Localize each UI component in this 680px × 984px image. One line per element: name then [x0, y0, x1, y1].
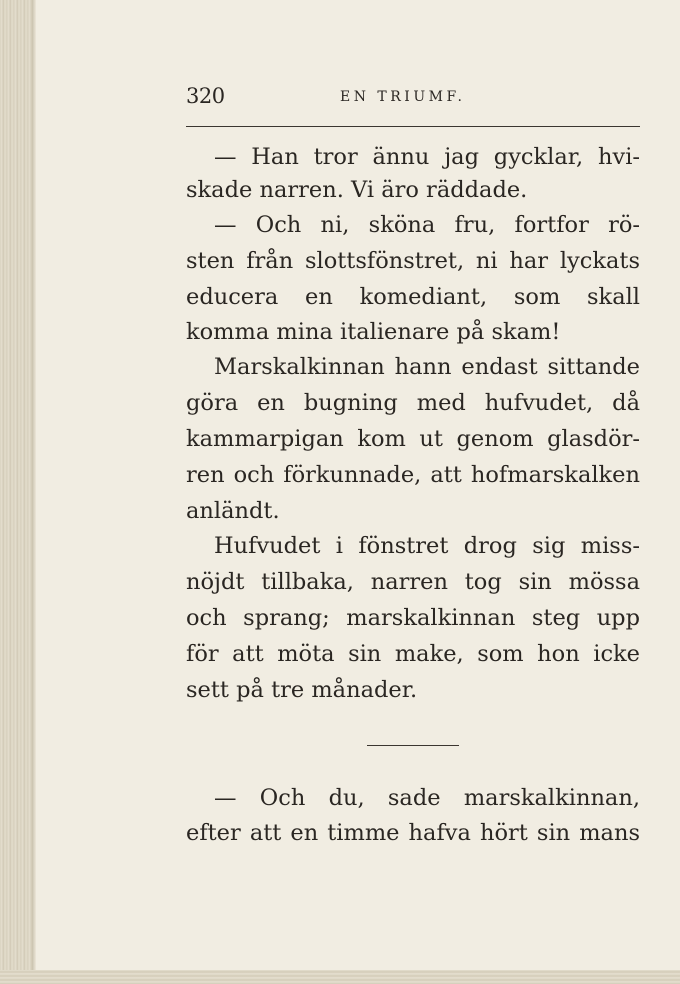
section-separator	[367, 745, 459, 746]
text-line: educera en komediant, som skall	[186, 284, 640, 310]
text-line: Hufvudet i fönstret drog sig miss-	[214, 533, 640, 559]
text-line: skade narren. Vi äro räddade.	[186, 177, 528, 203]
text-line: — Och du, sade marskalkinnan,	[214, 785, 640, 811]
text-line: ren och förkunnade, att hofmarskalken	[186, 462, 640, 488]
text-line: nöjdt tillbaka, narren tog sin mössa	[186, 569, 640, 595]
text-line: anländt.	[186, 498, 280, 524]
text-line: sett på tre månader.	[186, 677, 418, 703]
text-line: komma mina italienare på skam!	[186, 319, 561, 345]
text-line: — Och ni, sköna fru, fortfor rö-	[214, 212, 640, 238]
page-header	[186, 84, 640, 114]
text-line: sten från slottsfönstret, ni har lyckats	[186, 248, 640, 274]
text-line: efter att en timme hafva hört sin mans	[186, 820, 640, 846]
text-line: kammarpigan kom ut genom glasdör-	[186, 426, 640, 452]
running-title: EN TRIUMF.	[340, 89, 466, 105]
text-line: göra en bugning med hufvudet, då	[186, 390, 640, 416]
page-number: 320	[186, 84, 225, 108]
page-bottom-edge	[0, 970, 680, 984]
text-line: och sprang; marskalkinnan steg upp	[186, 605, 640, 631]
text-line: Marskalkinnan hann endast sittande	[214, 354, 640, 380]
header-rule	[186, 126, 640, 127]
text-line: — Han tror ännu jag gycklar, hvi-	[214, 144, 640, 170]
binding-edge	[0, 0, 36, 984]
text-line: för att möta sin make, som hon icke	[186, 641, 640, 667]
